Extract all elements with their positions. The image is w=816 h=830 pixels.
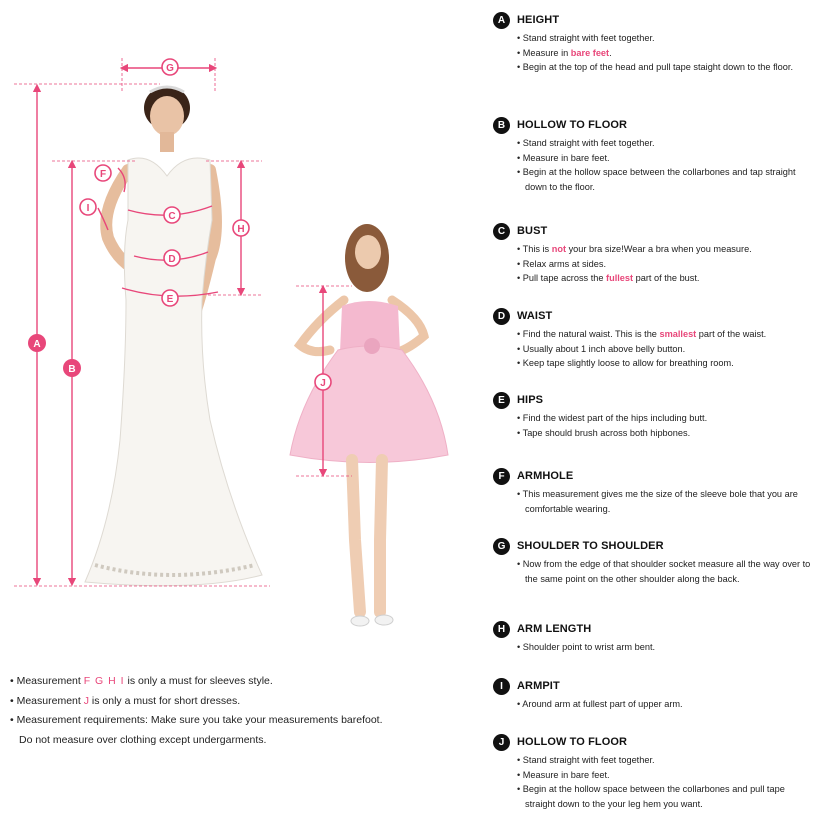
svg-text:A: A xyxy=(33,339,41,350)
measurement-illustration xyxy=(0,0,480,650)
bullet-list xyxy=(517,697,811,712)
section-i xyxy=(493,677,811,712)
svg-text:F: F xyxy=(99,169,107,180)
bullet-item: • Find the widest part of the hips including butt. xyxy=(517,413,708,423)
bullet-list xyxy=(517,242,811,286)
bullet-list xyxy=(517,487,811,516)
bullet-text: Tape should brush across both hipbones. xyxy=(522,427,691,438)
bullet-text: This is xyxy=(522,244,552,254)
bullet-item: • Around arm at fullest part of upper arm. xyxy=(517,699,683,709)
marker-C xyxy=(164,207,180,223)
bullet-item: • Shoulder point to wrist arm bent. xyxy=(517,642,656,652)
svg-text:B: B xyxy=(68,364,76,375)
bullet-list xyxy=(517,411,811,440)
marker-F xyxy=(95,165,111,181)
letter-badge: E xyxy=(493,392,510,409)
section-header xyxy=(493,733,811,751)
svg-text:I: I xyxy=(86,203,90,214)
bullet-list xyxy=(517,327,811,371)
bullet-item: • Stand straight with feet together. xyxy=(517,138,655,148)
bullet-item: • This measurement gives me the size of the sleeve bole that you are comfortable wearing. xyxy=(517,489,798,514)
section-header xyxy=(493,222,811,240)
svg-text:C: C xyxy=(168,211,176,222)
bullet-item: • Relax arms at sides. xyxy=(517,258,607,269)
section-title: HOLLOW TO FLOOR xyxy=(517,736,628,748)
letter-badge: D xyxy=(493,308,510,325)
section-title: HIPS xyxy=(517,394,544,406)
bullet-list xyxy=(517,136,811,194)
bullet-item: • Measure in bare feet. xyxy=(517,152,610,163)
bullet-item: • Find the natural waist. This is the smallest part of the waist. xyxy=(517,329,767,339)
bullet-list xyxy=(517,31,811,75)
marker-G xyxy=(162,59,178,75)
letter-badge: C xyxy=(493,223,510,240)
bullet-text: Around arm at fullest part of upper arm. xyxy=(522,699,683,709)
highlight-text: not xyxy=(551,244,567,254)
section-header xyxy=(493,537,811,555)
bullet-text: Find the widest part of the hips including butt. xyxy=(522,413,708,423)
section-header xyxy=(493,677,811,695)
section-header xyxy=(493,620,811,638)
bullet-text: Stand straight with feet together. xyxy=(522,138,655,148)
bride-figure xyxy=(85,86,262,586)
bullet-text: Find the natural waist. This is the xyxy=(522,329,660,339)
marker-I xyxy=(80,199,96,215)
marker-E xyxy=(162,290,178,306)
bullet-item: • Keep tape slightly loose to allow for breathing room. xyxy=(517,358,734,369)
bullet-text: Begin at the top of the head and pull tape staight down to the floor. xyxy=(522,62,793,73)
svg-text:G: G xyxy=(166,63,174,74)
section-title: ARMHOLE xyxy=(517,470,574,482)
bullet-text: . xyxy=(609,47,612,58)
bullet-text: Stand straight with feet together. xyxy=(522,33,655,43)
svg-text:E: E xyxy=(166,294,174,305)
note-requirements: • Measurement requirements: Make sure you take your measurements barefoot. xyxy=(10,714,383,726)
bullet-item: • Measure in bare feet. xyxy=(517,769,610,780)
bullet-item: • Tape should brush across both hipbones. xyxy=(517,427,691,438)
letter-badge: B xyxy=(493,117,510,134)
section-header xyxy=(493,391,811,409)
note-sleeves: • Measurement F G H I is only a must for sleeves style. xyxy=(10,675,273,687)
svg-text:H: H xyxy=(237,224,245,235)
section-title: SHOULDER TO SHOULDER xyxy=(517,540,664,552)
bullet-item: • Begin at the hollow space between the collarbones and pull tape straight down to the your leg hem you want. xyxy=(517,784,785,809)
bullet-list xyxy=(517,640,811,655)
bullet-text: part of the bust. xyxy=(633,273,700,284)
bullet-text: your bra size!Wear a bra when you measure. xyxy=(566,244,752,254)
section-title: ARMPIT xyxy=(517,680,560,692)
bullet-text: Stand straight with feet together. xyxy=(522,755,655,765)
section-title: HOLLOW TO FLOOR xyxy=(517,119,628,131)
bullet-text: Measure in xyxy=(522,47,571,58)
note-undergarments: Do not measure over clothing except undergarments. xyxy=(19,733,267,746)
section-title: WAIST xyxy=(517,310,553,322)
section-h xyxy=(493,620,811,655)
section-b xyxy=(493,116,811,194)
bullet-text: Begin at the hollow space between the collarbones and tap straight down to the floor. xyxy=(522,167,796,192)
section-a xyxy=(493,11,811,75)
bullet-text: Relax arms at sides. xyxy=(522,258,607,269)
bullet-text: Measure in bare feet. xyxy=(522,769,610,780)
section-c xyxy=(493,222,811,286)
bullet-item: • Stand straight with feet together. xyxy=(517,755,655,765)
letter-badge: J xyxy=(493,734,510,751)
letter-badge: F xyxy=(493,468,510,485)
section-f xyxy=(493,467,811,516)
bullet-text: Keep tape slightly loose to allow for breathing room. xyxy=(522,358,734,369)
marker-D xyxy=(164,250,180,266)
letter-badge: H xyxy=(493,621,510,638)
highlight-text: smallest xyxy=(659,329,697,339)
section-title: BUST xyxy=(517,225,548,237)
bullet-text: Measure in bare feet. xyxy=(522,152,610,163)
section-title: ARM LENGTH xyxy=(517,623,592,635)
section-header xyxy=(493,307,811,325)
bullet-list xyxy=(517,753,811,811)
bullet-item: • Measure in bare feet. xyxy=(517,47,612,58)
section-header xyxy=(493,467,811,485)
bullet-item: • Begin at the top of the head and pull tape staight down to the floor. xyxy=(517,62,793,73)
bullet-item: • Usually about 1 inch above belly button. xyxy=(517,343,686,354)
marker-A xyxy=(28,334,46,352)
marker-H xyxy=(233,220,249,236)
svg-text:J: J xyxy=(320,378,326,389)
letter-badge: G xyxy=(493,538,510,555)
bullet-text: Shoulder point to wrist arm bent. xyxy=(522,642,656,652)
bullet-item: • Now from the edge of that shoulder socket measure all the way over to the same point on the other shoulder along the back. xyxy=(517,559,811,584)
bullet-item: • This is not your bra size!Wear a bra when you measure. xyxy=(517,244,752,254)
bullet-text: Usually about 1 inch above belly button. xyxy=(522,343,686,354)
measurement-notes xyxy=(10,672,450,750)
section-d xyxy=(493,307,811,371)
letter-badge: A xyxy=(493,12,510,29)
bullet-item: • Begin at the hollow space between the collarbones and tap straight down to the floor. xyxy=(517,167,796,192)
bullet-list xyxy=(517,557,811,586)
svg-text:D: D xyxy=(168,254,176,265)
letter-badge: I xyxy=(493,678,510,695)
note-short-dresses: • Measurement J is only a must for short dresses. xyxy=(10,694,241,707)
bullet-text: This measurement gives me the size of the sleeve bole that you are comfortable wearing. xyxy=(522,489,798,514)
bullet-text: Now from the edge of that shoulder socket measure all the way over to the same point on the other shoulder along the back. xyxy=(522,559,811,584)
bullet-text: part of the waist. xyxy=(696,329,767,339)
bullet-item: • Stand straight with feet together. xyxy=(517,33,655,43)
highlight-text: bare feet xyxy=(570,47,610,58)
section-g xyxy=(493,537,811,586)
section-header xyxy=(493,11,811,29)
bullet-item: • Pull tape across the fullest part of the bust. xyxy=(517,273,700,284)
highlight-text: fullest xyxy=(606,273,634,284)
bullet-text: Begin at the hollow space between the collarbones and pull tape straight down to the your leg hem you want. xyxy=(522,784,785,809)
section-j xyxy=(493,733,811,811)
girl-figure xyxy=(290,224,448,626)
bullet-text: Pull tape across the xyxy=(522,273,607,284)
section-header xyxy=(493,116,811,134)
section-e xyxy=(493,391,811,440)
section-title: HEIGHT xyxy=(517,14,560,26)
marker-J xyxy=(315,374,331,390)
marker-B xyxy=(63,359,81,377)
